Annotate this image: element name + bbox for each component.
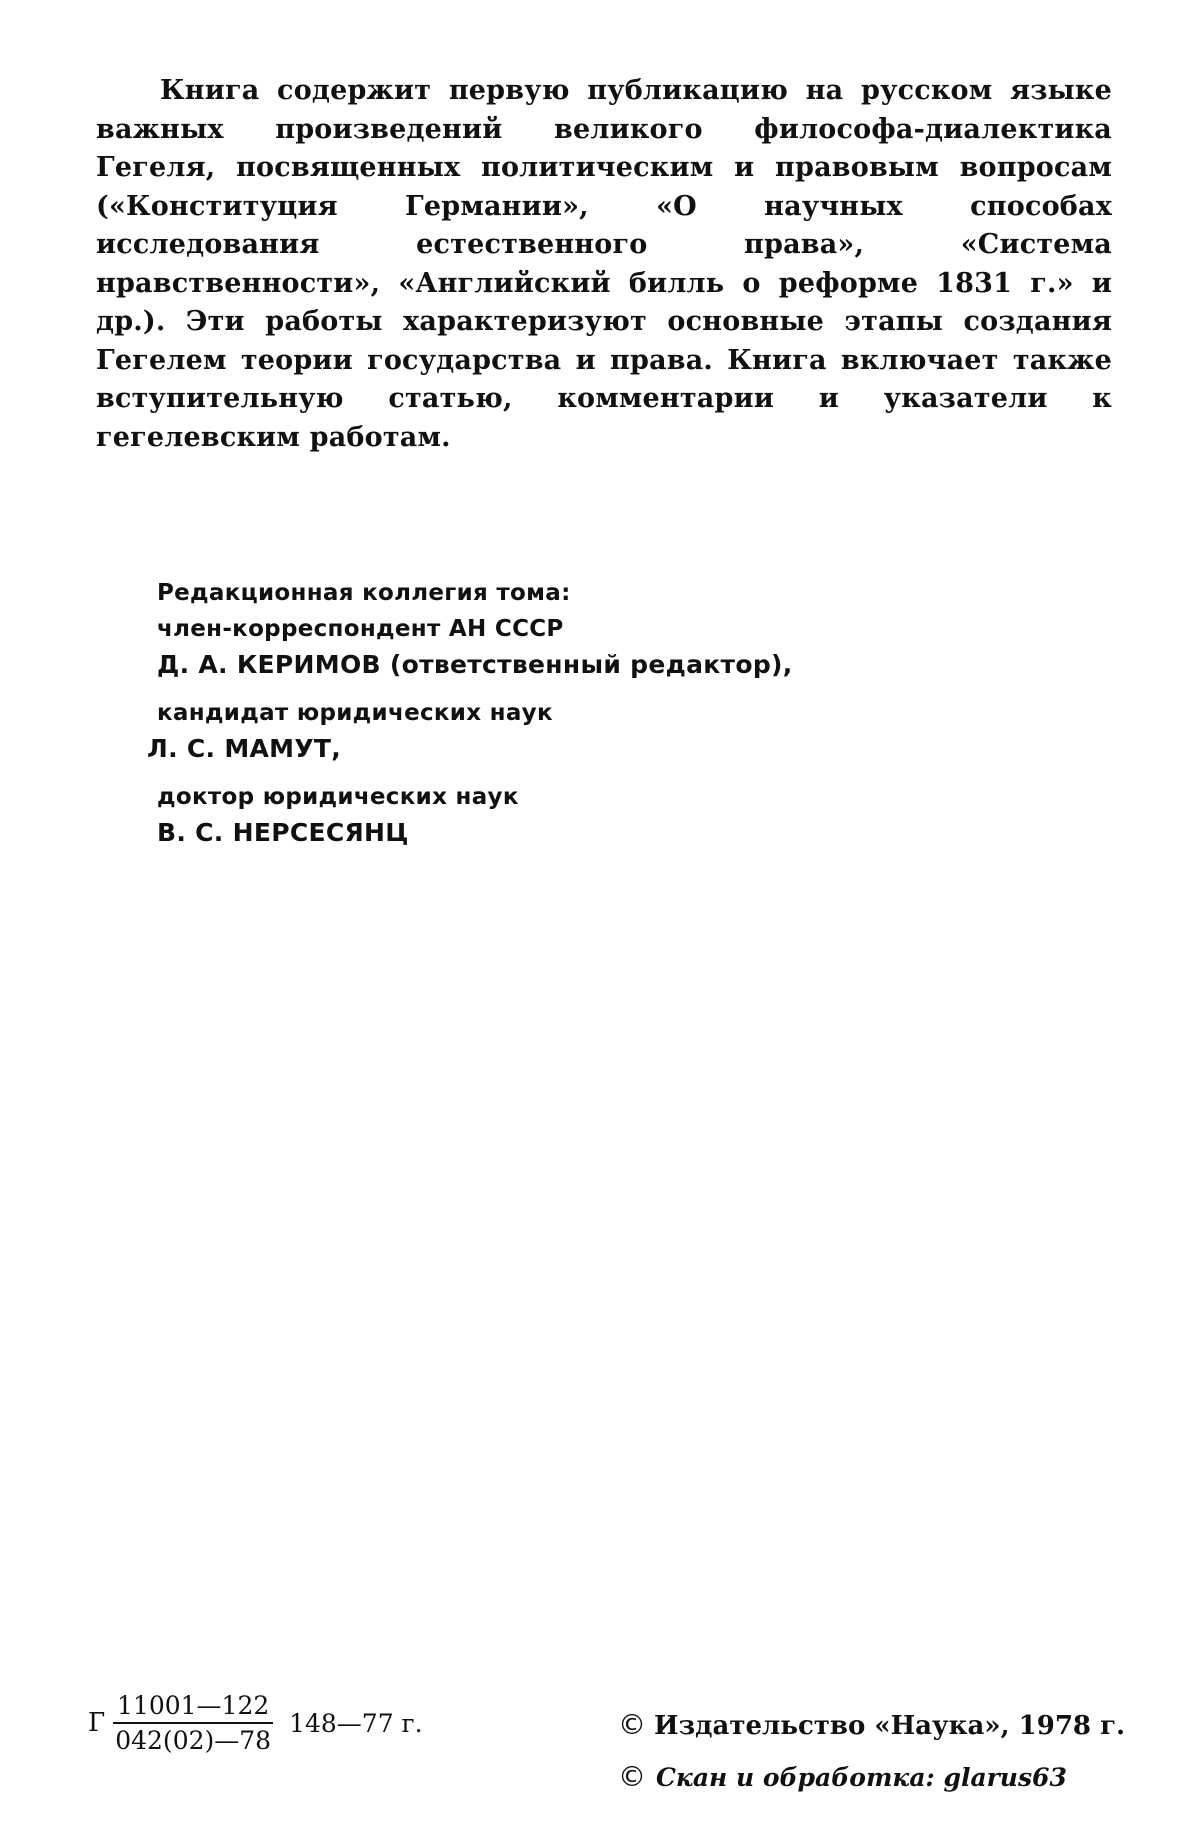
scan-credit-line xyxy=(618,1760,1067,1793)
editorial-board-heading: Редакционная коллегия тома: xyxy=(157,580,571,606)
board-member-title: кандидат юридических наук xyxy=(157,700,553,726)
editorial-board xyxy=(147,575,1057,851)
book-abstract: Книга содержит первую публикацию на русском языке важных произведений великого философа-диалектика Гегеля, посвященных политическим и правовым вопросам («Конституция Германии», «О научных способах исследования естественного права», «Система нравственности», «Английский билль о реформе 1831 г.» и др.). Эти работы характеризуют основные этапы создания Гегелем теории государства и права. Книга включает также вступительную статью, комментарии и указатели к гегелевским работам. xyxy=(96,75,1112,453)
index-tail: 148—77 г. xyxy=(289,1708,423,1738)
scan-credit-text: Скан и обработка: glarus63 xyxy=(656,1763,1067,1792)
copyright-text: Издательство «Наука», 1978 г. xyxy=(654,1711,1126,1741)
board-member-name: Л. С. МАМУТ, xyxy=(147,734,342,763)
board-member-name: Д. А. КЕРИМОВ (ответственный редактор), xyxy=(157,650,793,679)
index-letter: Г xyxy=(88,1708,106,1738)
copyright-icon: © xyxy=(618,1708,646,1741)
board-member-title: доктор юридических наук xyxy=(157,784,519,810)
board-member-name: В. С. НЕРСЕСЯНЦ xyxy=(157,818,409,847)
index-denominator: 042(02)—78 xyxy=(115,1726,272,1755)
board-member-title: член-корреспондент АН СССР xyxy=(157,616,564,642)
index-fraction xyxy=(111,1691,275,1755)
publication-index xyxy=(88,1688,423,1758)
index-numerator: 11001—122 xyxy=(113,1691,273,1724)
copyright-icon: © xyxy=(618,1760,646,1793)
copyright-line xyxy=(618,1708,1125,1741)
